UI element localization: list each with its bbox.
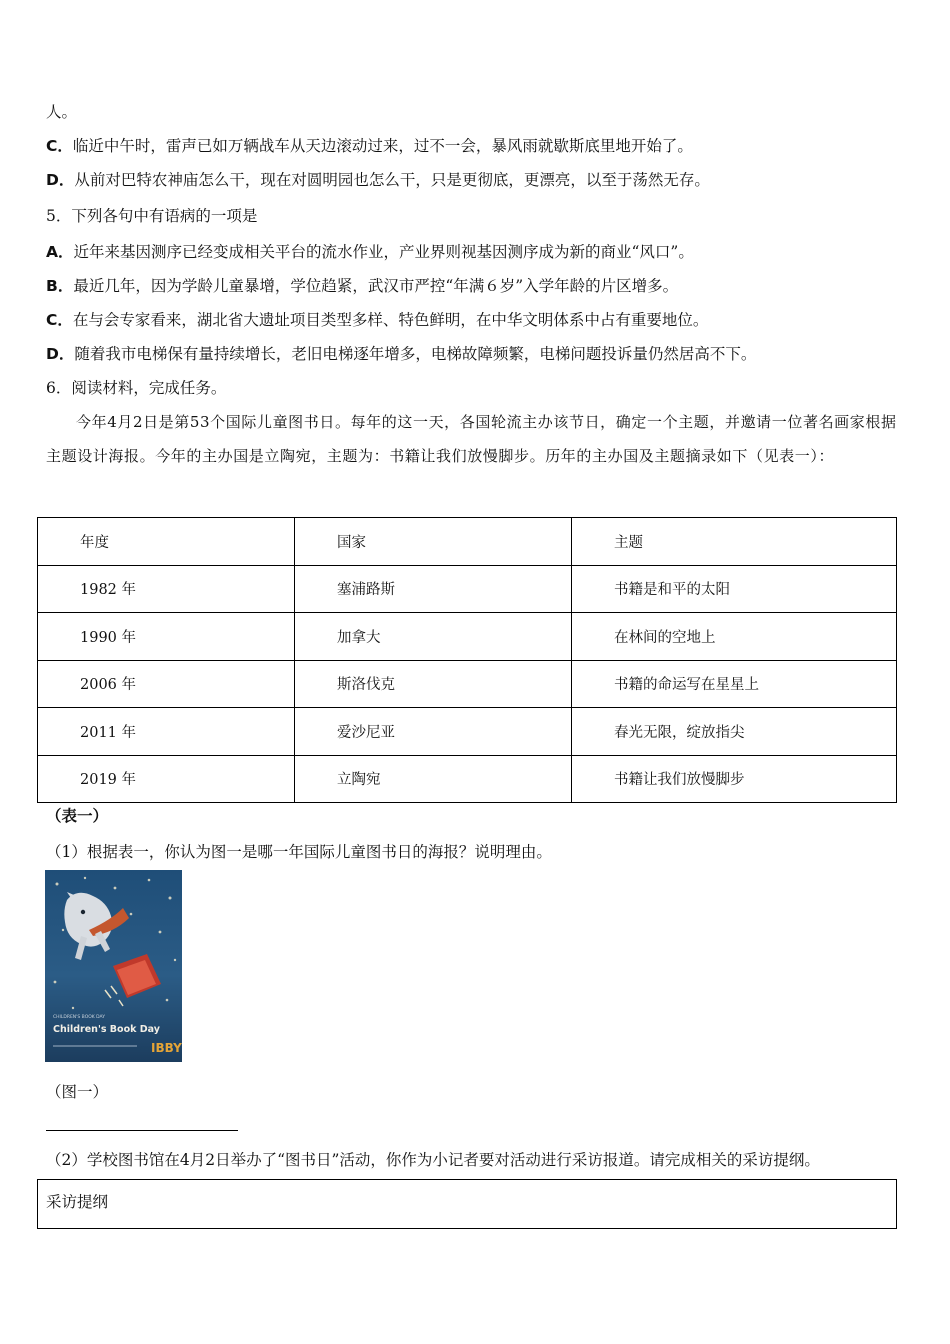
table-header: 年度 [38, 518, 295, 566]
q4-tail: 人。 [46, 103, 78, 121]
table-cell-theme: 在林间的空地上 [572, 613, 897, 661]
table-row [38, 708, 897, 756]
q6-stem: 6．阅读材料，完成任务。 [46, 379, 227, 397]
table-cell-theme: 春光无限，绽放指尖 [572, 708, 897, 756]
table-row [38, 565, 897, 613]
q4-option-d: D．从前对巴特农神庙怎么干，现在对圆明园也怎么干，只是更彻底，更漂亮，以至于荡然无存。 [46, 171, 710, 189]
q5-option-c: C．在与会专家看来，湖北省大遗址项目类型多样、特色鲜明，在中华文明体系中占有重要地位。 [46, 311, 709, 329]
q5-option-d: D．随着我市电梯保有量持续增长，老旧电梯逐年增多，电梯故障频繁，电梯问题投诉量仍然居高不下。 [46, 345, 757, 363]
table-cell-country: 加拿大 [295, 613, 572, 661]
poster-illustration [45, 870, 182, 1062]
interview-outline-box[interactable] [37, 1179, 897, 1229]
poster-title: Children's Book Day [53, 1024, 160, 1035]
q5-stem: 5．下列各句中有语病的一项是 [46, 207, 258, 225]
table-header: 国家 [295, 518, 572, 566]
q6-sub2: （2）学校图书馆在4月2日举办了“图书日”活动，你作为小记者要对活动进行采访报道。请完成相关的采访提纲。 [46, 1151, 820, 1169]
table-cell-country: 塞浦路斯 [295, 565, 572, 613]
table-cell-year: 1982 年 [38, 565, 295, 613]
table-row [38, 755, 897, 803]
table-cell-country: 爱沙尼亚 [295, 708, 572, 756]
table-cell-theme: 书籍让我们放慢脚步 [572, 755, 897, 803]
q4-option-c: C．临近中午时，雷声已如万辆战车从天边滚动过来，过不一会，暴风雨就歇斯底里地开始了。 [46, 137, 693, 155]
table-header: 主题 [572, 518, 897, 566]
q5-option-b: B．最近几年，因为学龄儿童暴增，学位趋紧，武汉市严控“年满６岁”入学年龄的片区增多。 [46, 277, 679, 295]
q6-sub1: （1）根据表一，你认为图一是哪一年国际儿童图书日的海报？说明理由。 [46, 843, 552, 861]
table-row [38, 613, 897, 661]
poster-image [45, 870, 182, 1062]
table-row [38, 660, 897, 708]
table-cell-year: 2019 年 [38, 755, 295, 803]
poster-logo: IBBY [151, 1041, 182, 1055]
table-cell-year: 2011 年 [38, 708, 295, 756]
table-cell-theme: 书籍是和平的太阳 [572, 565, 897, 613]
answer-blank-line[interactable] [46, 1130, 238, 1131]
table-cell-country: 斯洛伐克 [295, 660, 572, 708]
table-cell-theme: 书籍的命运写在星星上 [572, 660, 897, 708]
table-cell-year: 2006 年 [38, 660, 295, 708]
table-cell-year: 1990 年 [38, 613, 295, 661]
figure-caption: （图一） [46, 1083, 109, 1101]
table-cell-country: 立陶宛 [295, 755, 572, 803]
outline-label: 采访提纲 [46, 1193, 109, 1211]
q5-option-a: A．近年来基因测序已经变成相关平台的流水作业，产业界则视基因测序成为新的商业“风口”。 [46, 243, 694, 261]
theme-table [37, 517, 897, 803]
table-header-row [38, 518, 897, 566]
poster-top-text: CHILDREN'S BOOK DAY [53, 1015, 106, 1020]
q6-passage: 今年4月2日是第53个国际儿童图书日。每年的这一天，各国轮流主办该节日，确定一个主题，并邀请一位著名画家根据主题设计海报。今年的主办国是立陶宛，主题为：书籍让我们放慢脚步。历年的主办国及主题摘录如下（见表一）： [46, 413, 897, 465]
table-caption: （表一） [46, 807, 109, 825]
